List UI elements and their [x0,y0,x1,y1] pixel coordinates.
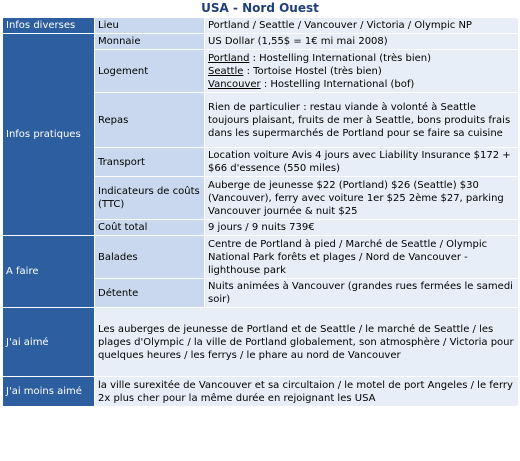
section-infos-pratiques: Infos pratiques [3,34,95,236]
label-repas: Repas [95,93,205,148]
label-transport: Transport [95,148,205,177]
logement-detail: : Tortoise Hostel (très bien) [243,65,382,77]
logement-detail: : Hostelling International (bof) [260,78,415,90]
label-logement: Logement [95,50,205,93]
value-logement [205,50,519,93]
value-detente: Nuits animées à Vancouver (grandes rues fermées le samedi soir) [205,279,519,308]
table-row [3,308,519,377]
table-row [3,18,519,34]
logement-city: Seattle [208,65,244,77]
table-row [3,377,519,407]
logement-city: Portland [208,52,250,64]
label-balades: Balades [95,236,205,279]
value-jai-moins-aime: la ville surexitée de Vancouver et sa circultaion / le motel de port Angeles / le ferry 2x plus cher pour la même durée en rejoignant les USA [95,377,519,407]
value-balades: Centre de Portland à pied / Marché de Seattle / Olympic National Park forêts et plages / Nord de Vancouver - lighthouse park [205,236,519,279]
label-cout-total: Coût total [95,220,205,236]
section-a-faire: A faire [3,236,95,308]
value-cout-total: 9 jours / 9 nuits 739€ [205,220,519,236]
table-row [3,34,519,50]
label-monnaie: Monnaie [95,34,205,50]
value-indicateurs: Auberge de jeunesse $22 (Portland) $26 (Seattle) $30 (Vancouver), ferry avec voiture 1er $25 2ème $27, parking Vancouver journée & nuit $25 [205,177,519,220]
section-jai-aime: J'ai aimé [3,308,95,377]
logement-detail: : Hostelling International (très bien) [249,52,432,64]
travel-summary-table [2,17,519,407]
value-transport: Location voiture Avis 4 jours avec Liability Insurance $172 + $66 d'essence (550 miles) [205,148,519,177]
page-title: USA - Nord Ouest [201,1,319,15]
section-jai-moins-aime: J'ai moins aimé [3,377,95,407]
value-repas: Rien de particulier : restau viande à volonté à Seattle toujours plaisant, fruits de mer à Seattle, bons produits frais dans les supermarchés de Portland pour se faire sa cuisine [205,93,519,148]
logement-item [208,65,515,78]
value-jai-aime: Les auberges de jeunesse de Portland et de Seattle / le marché de Seattle / les plages d'Olympic / la ville de Portland globalement, son atmosphère / Victoria pour quelques heures / les ferrys / le phare au nord de Vancouver [95,308,519,377]
value-monnaie: US Dollar (1,55$ = 1€ mi mai 2008) [205,34,519,50]
logement-city: Vancouver [208,78,261,90]
value-lieu: Portland / Seattle / Vancouver / Victoria / Olympic NP [205,18,519,34]
table-row [3,236,519,279]
label-detente: Détente [95,279,205,308]
logement-item [208,78,515,91]
label-lieu: Lieu [95,18,205,34]
section-infos-diverses: Infos diverses [3,18,95,34]
label-indicateurs: Indicateurs de coûts (TTC) [95,177,205,220]
logement-item [208,52,515,65]
